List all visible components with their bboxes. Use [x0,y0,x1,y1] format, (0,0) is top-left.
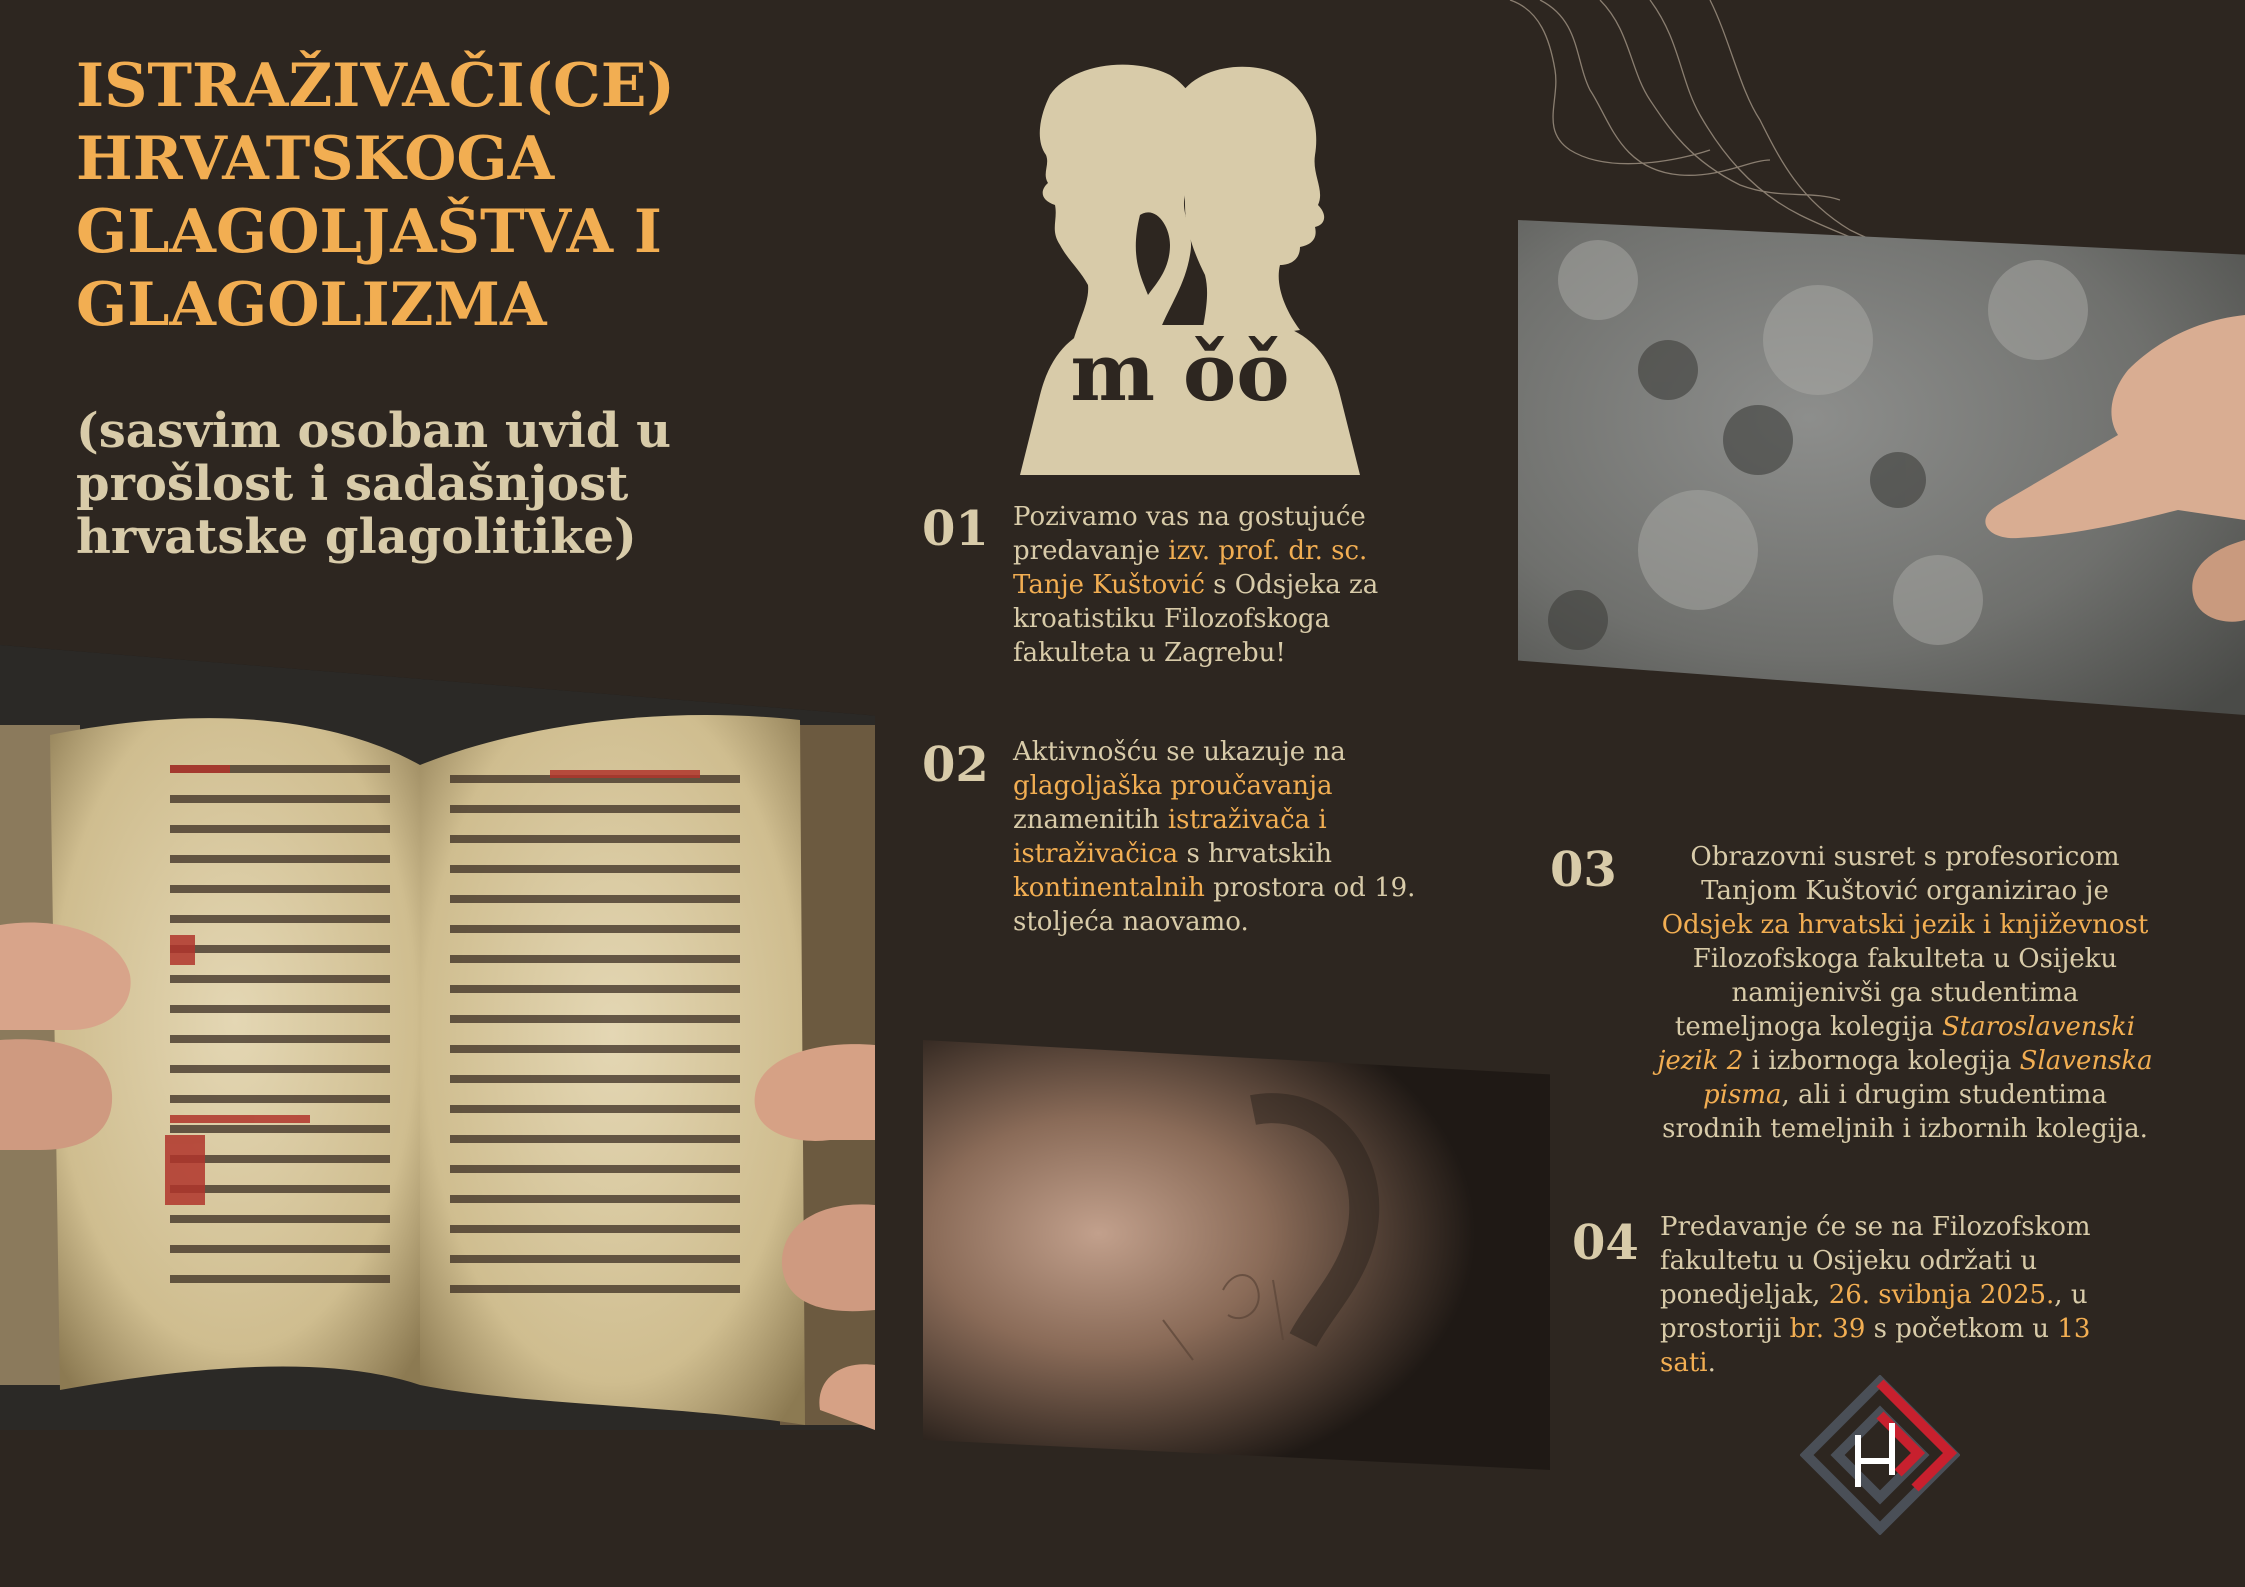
item-03-highlight: Odsjek za hrvatski jezik i književnost [1661,910,2149,940]
poster-subtitle [76,405,776,564]
item-04-highlight: 13 sati [1660,1314,2091,1378]
item-04-part: Predavanje će se na Filozofskom fakultetu u Osijeku održati u ponedjeljak, [1660,1212,2091,1310]
silhouette-logo [980,55,1380,475]
cave-inscription-photo [923,1040,1550,1470]
item-02-part: Aktivnošću se ukazuje na [1013,737,1346,767]
item-01-highlight: izv. prof. dr. sc. Tanje Kuštović [1013,536,1368,600]
decorative-lines [1480,0,2000,260]
title-line: ISTRAŽIVAČI(CE) [76,51,675,121]
item-03-highlight: Slavenska pisma [1703,1046,2153,1110]
subtitle-line: hrvatske glagolitike) [76,509,637,565]
item-02-part: znamenitih [1013,805,1168,835]
item-text-02 [1013,735,1433,939]
item-04-highlight: br. 39 [1789,1314,1866,1344]
item-04-highlight: 26. svibnja 2025. [1828,1280,2055,1310]
item-03-part: Filozofskoga fakulteta u Osijeku namijenivši ga studentima temeljnoga kolegija [1674,944,2118,1042]
subtitle-line: (sasvim osoban uvid u [76,403,672,459]
item-text-01 [1013,500,1403,670]
logo-letters: m ǒǒ [1070,325,1290,419]
item-number-04: 04 [1572,1215,1639,1271]
item-01-part: s Odsjeka za kroatistiku Filozofskoga fakulteta u Zagrebu! [1013,570,1379,668]
item-number-03: 03 [1550,842,1617,898]
item-04-part: s početkom u [1865,1314,2058,1344]
stone-inscription-photo [1518,220,2245,715]
department-logo [1800,1375,1960,1535]
item-02-highlight: kontinentalnih [1013,873,1205,903]
item-03-part: Obrazovni susret s profesoricom Tanjom Kuštović organizirao je [1690,842,2120,906]
title-line: HRVATSKOGA [76,124,555,194]
manuscript-photo [0,645,875,1430]
item-01-part: Pozivamo vas na gostujuće predavanje [1013,502,1366,566]
poster-title [76,50,776,342]
item-number-02: 02 [922,737,989,793]
title-line: GLAGOLJAŠTVA I [76,197,662,267]
item-03-part: i izbornoga kolegija [1743,1046,2020,1076]
subtitle-line: prošlost i sadašnjost [76,456,629,512]
title-line: GLAGOLIZMA [76,270,547,340]
item-text-03 [1655,840,2155,1146]
item-02-part: prostora od 19. stoljeća naovamo. [1013,873,1416,937]
item-02-highlight: istraživača i istraživačica [1013,805,1327,869]
item-04-part: , u prostoriji [1660,1280,2088,1344]
item-text-04 [1660,1210,2150,1380]
item-02-highlight: glagoljaška proučavanja [1013,771,1333,801]
item-03-part: , ali i drugim studentima srodnih temeljnih i izbornih kolegija. [1662,1080,2148,1144]
item-02-part: s hrvatskih [1178,839,1333,869]
item-04-part: . [1707,1348,1716,1378]
item-number-01: 01 [922,501,989,557]
item-03-highlight: Staroslavenski jezik 2 [1657,1012,2136,1076]
